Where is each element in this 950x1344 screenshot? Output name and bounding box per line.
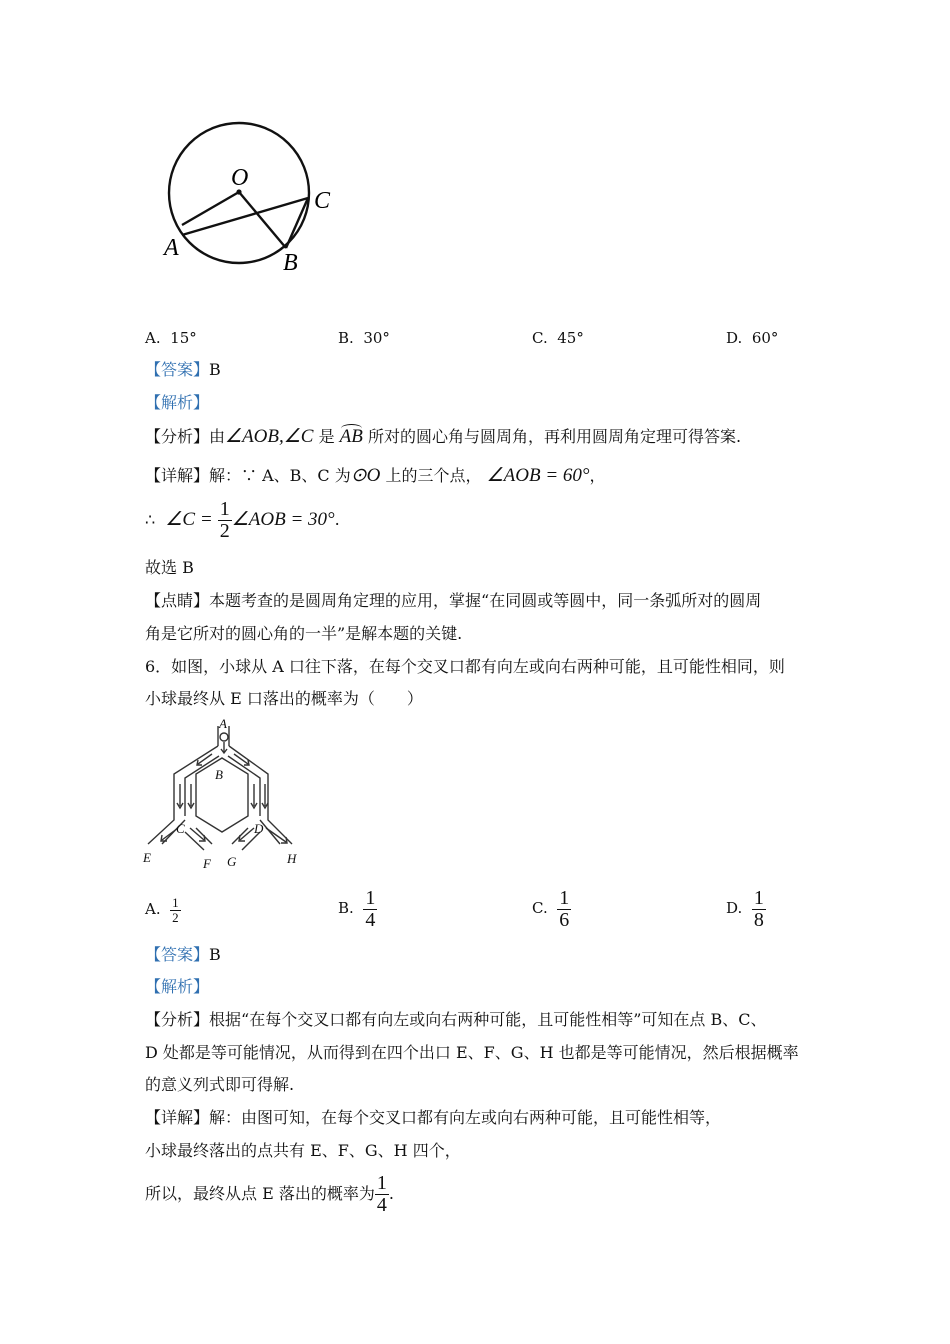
q6-stem-2: 小球最终从 E 口落出的概率为（ ）: [145, 689, 423, 708]
q5-fenxi: 【分析】由∠AOB,∠C 是 AB 所对的圆心角与圆周角，再利用圆周角定理可得答案.: [145, 426, 742, 447]
circle-figure: [150, 115, 350, 280]
label-g: G: [227, 854, 237, 869]
q5-option-a: A. 15°: [145, 329, 197, 347]
q5-option-b: B. 30°: [338, 329, 390, 347]
fraction-one-quarter: $\frac{1}{4}$: [376, 1172, 387, 1216]
q5-calculation: ∴ ∠C = $\frac{1}{2}$ ∠AOB = 30°.: [145, 498, 340, 542]
label-f: F: [203, 856, 211, 871]
ball: [220, 733, 228, 741]
q6-answer: 【答案】B: [145, 945, 221, 964]
ball-drop-figure: [140, 716, 310, 874]
q6-option-c: C. $\frac{1}{6}$: [532, 886, 570, 931]
label-a: A: [164, 235, 179, 261]
q6-fenxi-2: D 处都是等可能情况，从而得到在四个出口 E、F、G、H 也都是等可能情况，然后根据概率: [145, 1043, 799, 1062]
q5-option-c: C. 45°: [532, 329, 584, 347]
q5-choose: 故选 B: [145, 558, 194, 577]
label-h: H: [287, 851, 297, 866]
q6-option-d: D. $\frac{1}{8}$: [726, 886, 764, 931]
label-c: C: [176, 821, 185, 836]
fraction-one-half: $\frac{1}{2}$: [219, 498, 230, 542]
segment-bc: [286, 198, 308, 248]
q6-option-a: A. $\frac{1}{2}$: [145, 895, 179, 925]
label-e: E: [143, 850, 151, 865]
label-o: O: [231, 165, 249, 191]
q5-answer: 【答案】B: [145, 360, 221, 379]
label-b: B: [283, 250, 298, 276]
label-a: A: [219, 716, 227, 731]
arc-ab: AB: [339, 426, 363, 447]
label-c: C: [314, 188, 331, 214]
q6-detail-2: 小球最终落出的点共有 E、F、G、H 四个，: [145, 1141, 461, 1160]
q5-comment-2: 角是它所对的圆心角的一半”是解本题的关键.: [145, 624, 463, 643]
segment-ac: [182, 198, 308, 235]
q6-stem-1: 6．如图，小球从 A 口往下落，在每个交叉口都有向左或向右两种可能，且可能性相同，则: [145, 657, 785, 676]
q5-detail: 【详解】解：∵ A、B、C 为⊙O 上的三个点， ∠AOB = 60°，: [145, 465, 606, 486]
q5-option-d: D. 60°: [726, 329, 779, 347]
segment-ob: [239, 192, 286, 248]
q6-detail-3: 所以，最终从点 E 落出的概率为 $\frac{1}{4}$ .: [145, 1172, 394, 1216]
label-d: D: [254, 821, 264, 836]
q6-analysis-heading: 【解析】: [145, 977, 210, 996]
q6-option-b: B. $\frac{1}{4}$: [338, 886, 376, 931]
q6-fenxi-3: 的意义列式即可得解.: [145, 1075, 295, 1094]
q5-analysis-heading: 【解析】: [145, 393, 210, 412]
q6-fenxi-1: 【分析】根据“在每个交叉口都有向左或向右两种可能，且可能性相等”可知在点 B、C、: [145, 1010, 767, 1029]
label-b: B: [215, 767, 223, 782]
q6-detail-1: 【详解】解：由图可知，在每个交叉口都有向左或向右两种可能，且可能性相等，: [145, 1108, 722, 1127]
q5-comment-1: 【点睛】本题考查的是圆周角定理的应用，掌握“在同圆或等圆中，同一条弧所对的圆周: [145, 591, 762, 610]
